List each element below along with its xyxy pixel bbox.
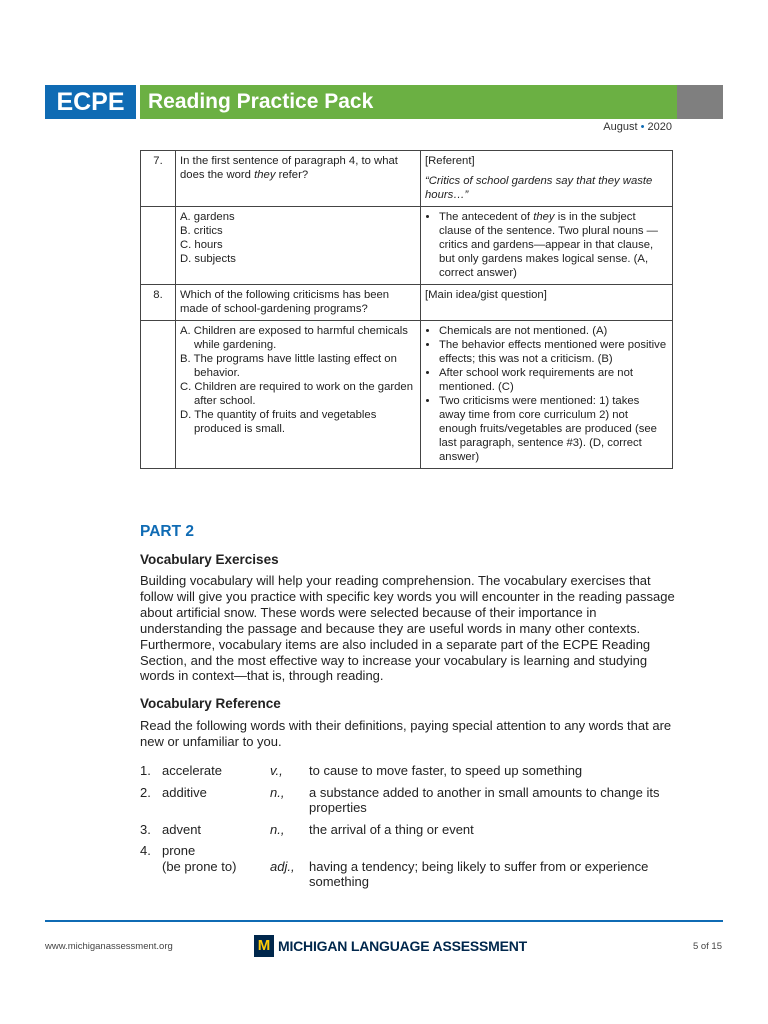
footer-url[interactable]: www.michiganassessment.org [45,941,173,952]
vocab-reference-paragraph: Read the following words with their definitions, paying special attention to any words that are new or unfamiliar to you. [140,718,672,749]
page-header [45,85,723,119]
table-row [141,285,673,321]
question-type: [Main idea/gist question] [421,285,673,321]
header-gray-tab [677,85,723,119]
list-item: 1. accelerate v., to cause to move faster, to speed up something [140,763,583,778]
question-number: 8. [141,285,176,321]
document-title: Reading Practice Pack [140,85,677,119]
table-row [141,321,673,469]
part-heading: PART 2 [140,523,194,540]
page-number: 5 of 15 [692,941,722,952]
question-text: In the first sentence of paragraph 4, to what does the word they refer? [176,151,421,207]
question-type: [Referent] “Critics of school gardens say that they waste hours…” [421,151,673,207]
answer-options: A. gardens B. critics C. hours D. subjects [176,207,421,285]
table-row [141,207,673,285]
vocab-exercises-paragraph: Building vocabulary will help your reading comprehension. The vocabulary exercises that follow will give you practice with specific key words you will encounter in the reading passage about artificial snow. These words were selected because of their importance in understanding the passage and because they are useful words in many other contexts. Furthermore, vocabulary items are also included in a separate part of the ECPE Reading Section, and the most effective way to increase your vocabulary is learning and studying words in context—that is, through reading. [140,573,675,684]
document-date: August • 2020 [603,121,672,133]
answer-explanation: • The antecedent of they is in the subject clause of the sentence. Two plural nouns —critics and gardens—appear in that clause, but only gardens makes logical sense. (A, correct answer) [421,207,673,285]
vocab-list [140,763,680,896]
ecpe-badge: ECPE [45,85,136,119]
list-item: 2. additive n., a substance added to another in small amounts to change its properties [140,784,660,815]
list-item: 3. advent n., the arrival of a thing or event [140,821,474,837]
question-quote: “Critics of school gardens say that they waste hours…” [425,175,653,201]
michigan-logo [254,934,527,958]
question-table [140,150,673,469]
answer-explanation: • Chemicals are not mentioned. (A) • The behavior effects mentioned were positive effects; this was not a criticism. (B) • After school work requirements are not mentioned. (C) • Two criticisms were mentioned: 1) takes away time from core curriculum 2) not enough fruits/vegetables are produced (see last paragraph, sentence #3). (D, correct answer) [421,321,673,469]
table-row [141,151,673,207]
question-text: Which of the following criticisms has been made of school-gardening programs? [176,285,421,321]
vocab-reference-heading: Vocabulary Reference [140,696,281,711]
vocab-exercises-heading: Vocabulary Exercises [140,552,279,567]
list-item: 4. prone (be prone to) adj., having a tendency; being likely to suffer from or experience something [140,843,649,889]
question-number: 7. [141,151,176,207]
footer-divider [45,920,723,922]
block-m-icon: M [254,935,274,957]
answer-options: A. Children are exposed to harmful chemicals while gardening. B. The programs have little lasting effect on behavior. C. Children are required to work on the garden after school. D. The quantity of fruits and vegetables produced is small. [176,321,421,469]
logo-text: MICHIGAN LANGUAGE ASSESSMENT [278,938,528,954]
